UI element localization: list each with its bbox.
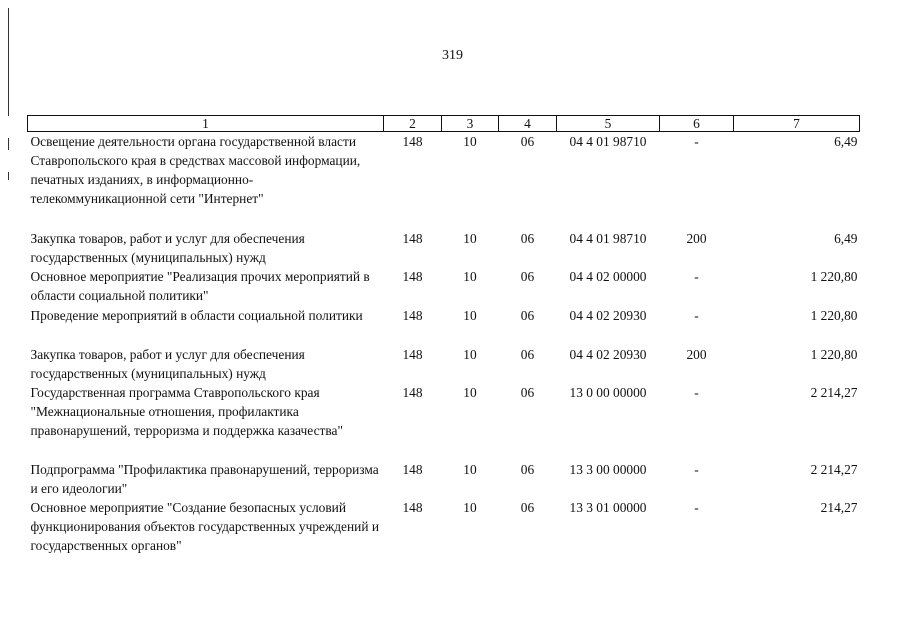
row-name: Основное мероприятие "Реализация прочих мероприятий в области социальной политики" <box>30 268 370 303</box>
row-code-2: 148 <box>402 461 423 477</box>
row-code-2: 148 <box>402 499 423 515</box>
row-amount: 214,27 <box>820 499 858 515</box>
table-row <box>28 267 860 306</box>
row-code-3: 10 <box>463 230 477 246</box>
table-row <box>28 345 860 383</box>
row-code-5: 04 4 02 00000 <box>569 268 647 284</box>
row-code-2: 148 <box>402 230 423 246</box>
row-amount: 6,49 <box>834 134 858 149</box>
row-code-5: 13 0 00 00000 <box>569 384 647 400</box>
row-code-5: 04 4 01 98710 <box>569 134 647 149</box>
row-code-2: 148 <box>402 384 423 400</box>
table-row <box>28 229 860 267</box>
row-code-4: 06 <box>520 461 535 477</box>
row-code-5: 04 4 02 20930 <box>569 307 647 323</box>
row-amount: 1 220,80 <box>810 346 858 362</box>
row-code-4: 06 <box>520 499 535 515</box>
row-code-4: 06 <box>520 346 535 362</box>
row-code-5: 04 4 01 98710 <box>569 230 647 246</box>
row-code-4: 06 <box>520 384 535 400</box>
row-code-5: 04 4 02 20930 <box>569 346 647 362</box>
row-code-2: 148 <box>402 307 423 323</box>
budget-table <box>27 115 860 574</box>
row-name: Основное мероприятие "Создание безопасных условий функционирования объектов государственных учреждений и государственных органов" <box>30 499 380 553</box>
table-row <box>28 306 860 345</box>
row-amount: 6,49 <box>834 230 858 246</box>
row-code-3: 10 <box>463 134 477 149</box>
row-code-5: 13 3 01 00000 <box>569 499 647 515</box>
column-header: 6 <box>660 116 734 132</box>
row-code-6: - <box>694 499 699 515</box>
scan-edge-mark <box>8 138 9 150</box>
column-header: 7 <box>734 116 860 132</box>
row-amount: 2 214,27 <box>810 461 858 477</box>
row-code-2: 148 <box>402 134 423 149</box>
row-amount: 2 214,27 <box>810 384 858 400</box>
row-code-4: 06 <box>520 268 535 284</box>
column-header: 1 <box>28 116 384 132</box>
row-name: Государственная программа Ставропольского края "Межнациональные отношения, профилактика правонарушений, терроризма и поддержка казачества" <box>30 384 343 438</box>
row-code-6: - <box>694 134 699 149</box>
row-code-2: 148 <box>402 268 423 284</box>
row-code-3: 10 <box>463 268 477 284</box>
row-name: Подпрограмма "Профилактика правонарушений, терроризма и его идеологии" <box>30 461 379 496</box>
scan-edge-mark <box>8 172 9 180</box>
table-row <box>28 383 860 460</box>
column-header: 4 <box>499 116 557 132</box>
row-code-6: - <box>694 384 699 400</box>
row-code-6: 200 <box>686 230 707 246</box>
table-header-row <box>28 116 860 132</box>
row-code-3: 10 <box>463 346 477 362</box>
row-code-3: 10 <box>463 307 477 323</box>
row-name: Проведение мероприятий в области социальной политики <box>30 307 363 323</box>
row-code-6: 200 <box>686 346 707 362</box>
table-row <box>28 132 860 229</box>
row-amount: 1 220,80 <box>810 307 858 323</box>
column-header: 2 <box>384 116 442 132</box>
row-code-6: - <box>694 461 699 477</box>
row-code-5: 13 3 00 00000 <box>569 461 647 477</box>
column-header: 3 <box>442 116 499 132</box>
row-code-2: 148 <box>402 346 423 362</box>
page-number: 319 <box>442 48 463 63</box>
row-name: Освещение деятельности органа государственной власти Ставропольского края в средствах массовой информации, печатных изданиях, в информационно-телекоммуникационной сети "Интернет" <box>30 134 361 206</box>
row-code-3: 10 <box>463 461 477 477</box>
row-code-4: 06 <box>520 230 535 246</box>
row-code-6: - <box>694 268 699 284</box>
row-code-4: 06 <box>520 134 535 149</box>
table-row <box>28 498 860 574</box>
table-row <box>28 460 860 498</box>
row-code-3: 10 <box>463 499 477 515</box>
row-name: Закупка товаров, работ и услуг для обеспечения государственных (муниципальных) нужд <box>30 346 305 381</box>
row-name: Закупка товаров, работ и услуг для обеспечения государственных (муниципальных) нужд <box>30 230 305 265</box>
column-header: 5 <box>557 116 660 132</box>
row-code-4: 06 <box>520 307 535 323</box>
row-code-6: - <box>694 307 699 323</box>
row-amount: 1 220,80 <box>810 268 858 284</box>
row-code-3: 10 <box>463 384 477 400</box>
